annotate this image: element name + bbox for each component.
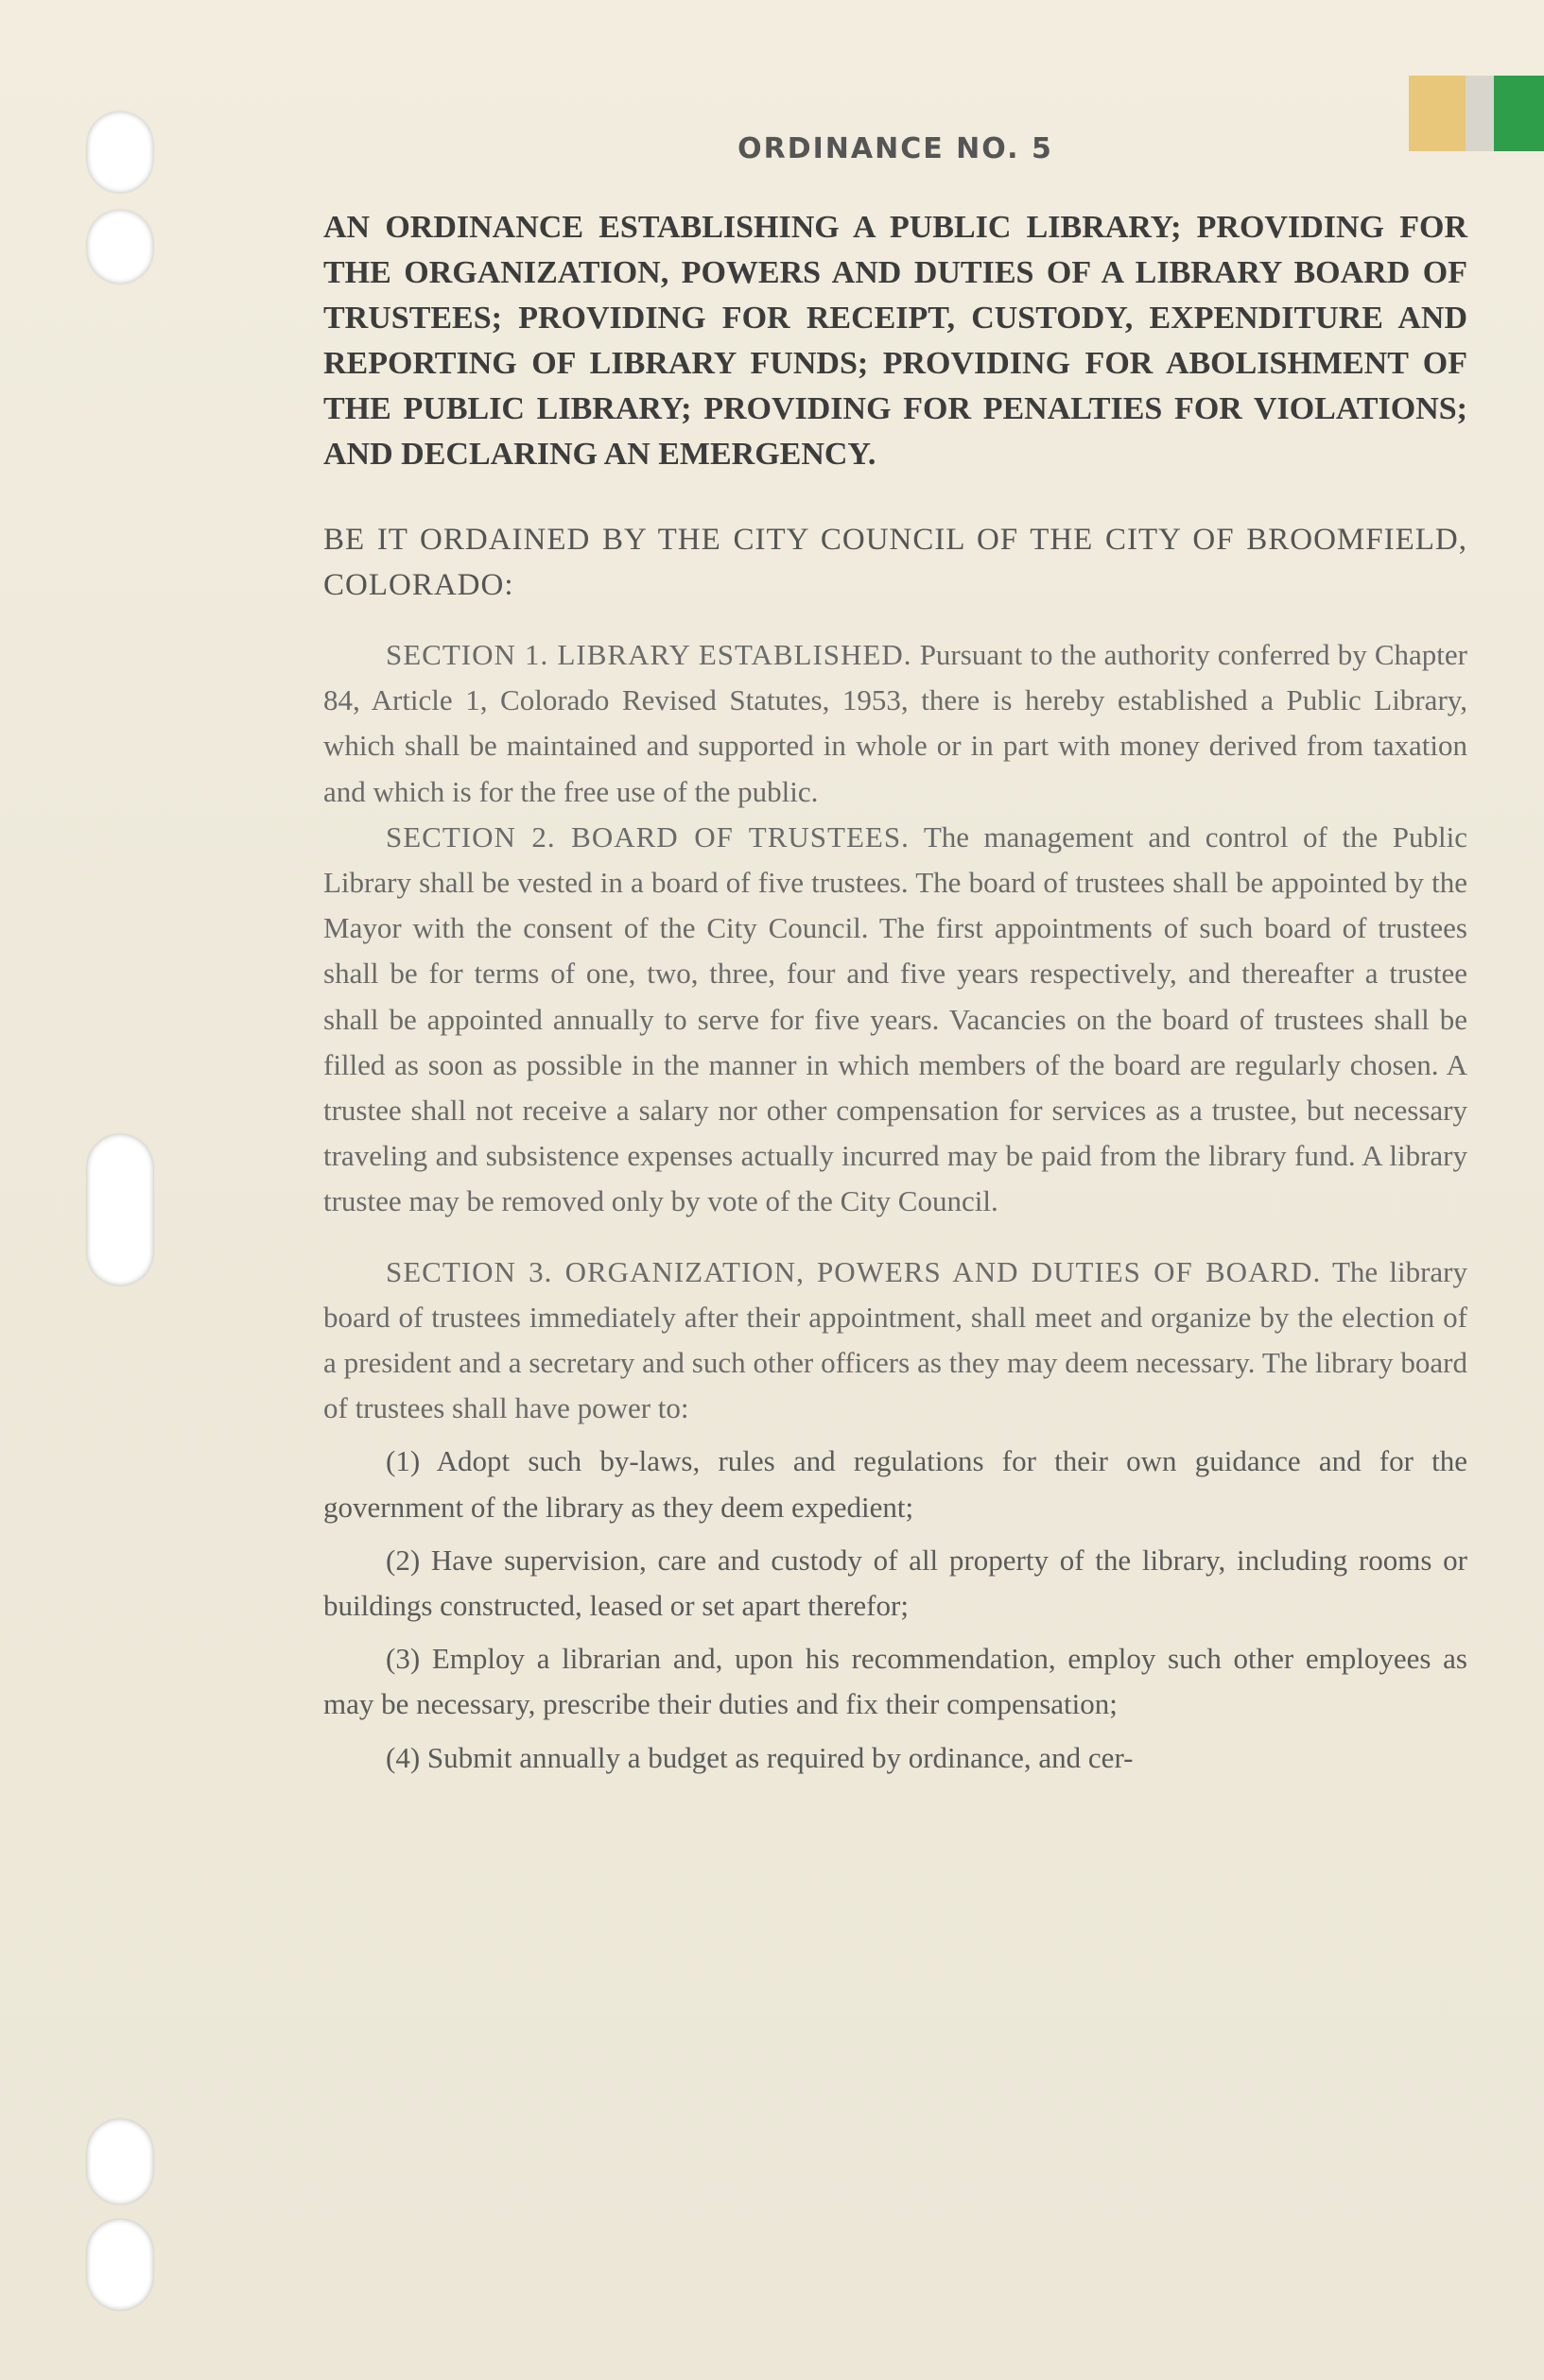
- section-2: [323, 815, 1467, 1225]
- punch-hole: [87, 1134, 153, 1285]
- section-3-item: (3) Employ a librarian and, upon his recommendation, employ such other employees as may be necessary, prescribe their duties and fix their compensation;: [323, 1642, 1467, 1721]
- document-body: [323, 132, 1467, 1781]
- index-tab-green: [1494, 76, 1544, 151]
- ordinance-title: ORDINANCE NO. 5: [737, 132, 1053, 165]
- section-3-item: (1) Adopt such by-laws, rules and regulations for their own guidance and for the government of the library as they deem expedient;: [323, 1444, 1467, 1524]
- section-1: [323, 632, 1467, 815]
- punch-hole: [87, 210, 153, 284]
- section-3-item: (4) Submit annually a budget as required by ordinance, and cer-: [386, 1740, 1134, 1774]
- section-3: [323, 1250, 1467, 1432]
- punch-hole: [87, 2119, 153, 2204]
- section-1-heading: SECTION 1. LIBRARY ESTABLISHED.: [386, 638, 912, 671]
- enacting-clause: BE IT ORDAINED BY THE CITY COUNCIL OF THE CITY OF BROOMFIELD, COLORADO:: [323, 523, 1467, 602]
- punch-hole: [87, 112, 153, 193]
- section-3-text: The library board of trustees immediately after their appointment, shall meet and organize by the election of a president and a secretary and such other officers as they may deem necessary. The library board of trustees shall have power to:: [323, 1254, 1467, 1425]
- section-1-text: Pursuant to the authority conferred by Chapter 84, Article 1, Colorado Revised Statutes, 1953, there is hereby established a Public Library, which shall be maintained and supported in whole or in part with money derived from taxation and which is for the free use of the public.: [323, 638, 1467, 808]
- section-3-item: (2) Have supervision, care and custody of all property of the library, including rooms or buildings constructed, leased or set apart therefor;: [323, 1543, 1467, 1623]
- punch-hole: [87, 2219, 153, 2310]
- ordinance-headline: AN ORDINANCE ESTABLISHING A PUBLIC LIBRARY; PROVIDING FOR THE ORGANIZATION, POWERS AND DUTIES OF A LIBRARY BOARD OF TRUSTEES; PROVIDING FOR RECEIPT, CUSTODY, EXPENDITURE AND REPORTING OF LIBRARY FUNDS; PROVIDING FOR ABOLISHMENT OF THE PUBLIC LIBRARY; PROVIDING FOR PENALTIES FOR VIOLATIONS; AND DECLARING AN EMERGENCY.: [323, 210, 1467, 472]
- section-2-text: The management and control of the Public Library shall be vested in a board of five trustees. The board of trustees shall be appointed by the Mayor with the consent of the City Council. The first appointments of such board of trustees shall be for terms of one, two, three, four and five years respectively, and thereafter a trustee shall be appointed annually to serve for five years. Vacancies on the board of trustees shall be filled as soon as possible in the manner in which members of the board are regularly chosen. A trustee shall not receive a salary nor other compensation for services as a trustee, but necessary traveling and subsistence expenses actually incurred may be paid from the library fund. A library trustee may be removed only by vote of the City Council.: [323, 819, 1467, 1218]
- index-tab-gray: [1466, 76, 1494, 151]
- section-2-heading: SECTION 2. BOARD OF TRUSTEES.: [386, 819, 910, 854]
- section-3-heading: SECTION 3. ORGANIZATION, POWERS AND DUTIES OF BOARD.: [386, 1254, 1322, 1288]
